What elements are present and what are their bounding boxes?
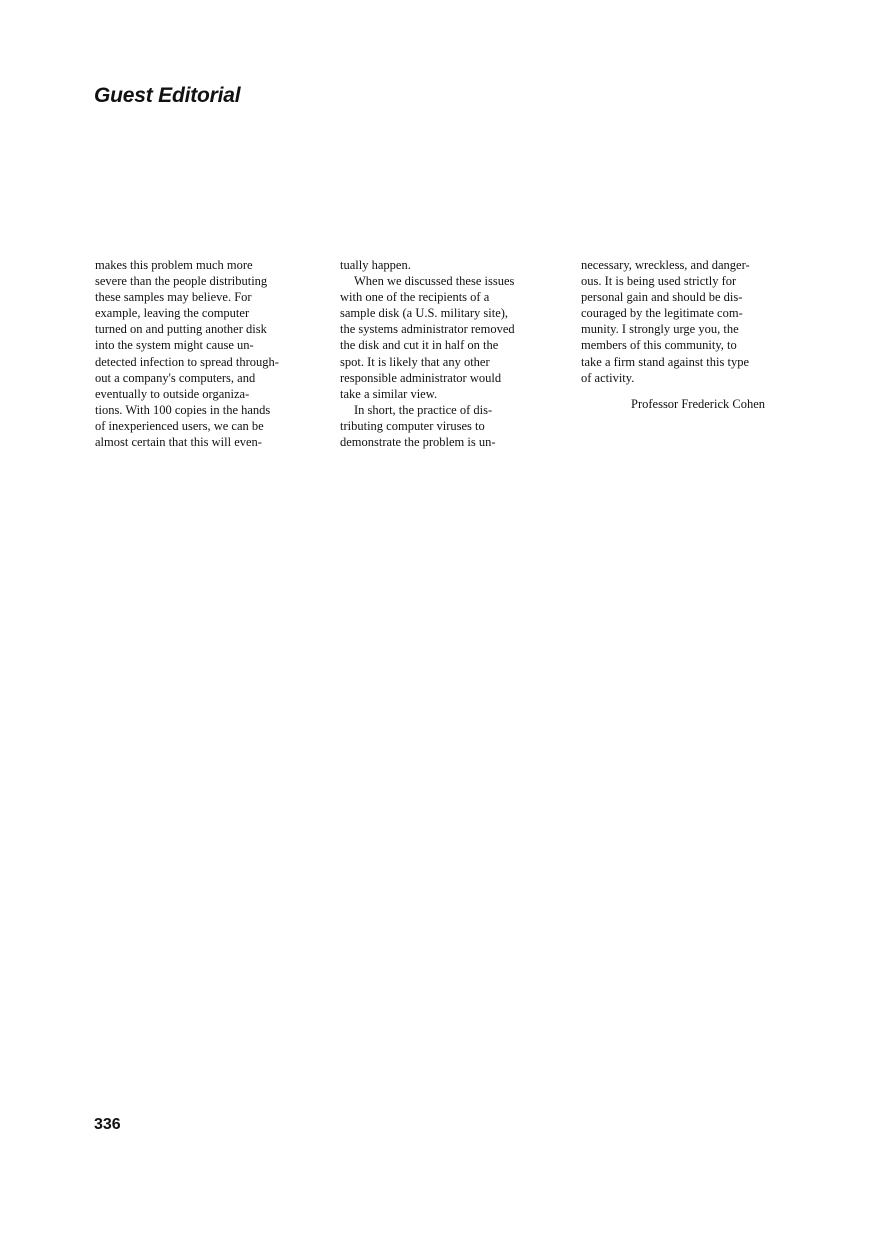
section-title: Guest Editorial	[94, 84, 241, 107]
author-signature: Professor Frederick Cohen	[631, 396, 765, 411]
text-line: spot. It is likely that any other	[340, 354, 490, 369]
text-line: tually happen.	[340, 258, 411, 272]
paragraph-start-line: When we discussed these issues	[354, 274, 515, 289]
text-line: turned on and putting another disk	[95, 322, 267, 337]
text-line: severe than the people distributing	[95, 274, 268, 289]
text-line: of activity.	[581, 370, 635, 385]
paragraph-start-line: In short, the practice of dis-	[354, 402, 493, 417]
text-line: the systems administrator removed	[340, 322, 515, 337]
text-line: makes this problem much more	[95, 258, 253, 272]
text-line: out a company's computers, and	[95, 370, 256, 385]
text-column-3	[581, 257, 811, 412]
text-line: members of this community, to	[581, 338, 737, 353]
text-line: take a similar view.	[340, 386, 438, 401]
text-line: these samples may believe. For	[95, 290, 252, 305]
text-line: necessary, wreckless, and danger-	[581, 258, 750, 272]
text-line: responsible administrator would	[340, 370, 502, 385]
text-line: demonstrate the problem is un-	[340, 435, 496, 450]
text-column-2	[340, 257, 570, 450]
text-line: the disk and cut it in half on the	[340, 338, 499, 353]
text-line: ous. It is being used strictly for	[581, 274, 737, 289]
text-line: into the system might cause un-	[95, 338, 254, 353]
page-number: 336	[94, 1116, 121, 1133]
text-line: tions. With 100 copies in the hands	[95, 402, 271, 417]
text-line: detected infection to spread through-	[95, 354, 279, 369]
text-line: couraged by the legitimate com-	[581, 306, 743, 321]
text-column-1	[95, 257, 330, 450]
text-line: almost certain that this will even-	[95, 435, 262, 450]
text-line: munity. I strongly urge you, the	[581, 322, 739, 337]
text-line: tributing computer viruses to	[340, 418, 485, 433]
text-line: example, leaving the computer	[95, 306, 250, 321]
text-line: eventually to outside organiza-	[95, 386, 250, 401]
text-line: take a firm stand against this type	[581, 354, 750, 369]
text-line: sample disk (a U.S. military site),	[340, 306, 509, 321]
text-line: personal gain and should be dis-	[581, 290, 743, 305]
text-line: of inexperienced users, we can be	[95, 418, 264, 433]
text-line: with one of the recipients of a	[340, 290, 490, 305]
